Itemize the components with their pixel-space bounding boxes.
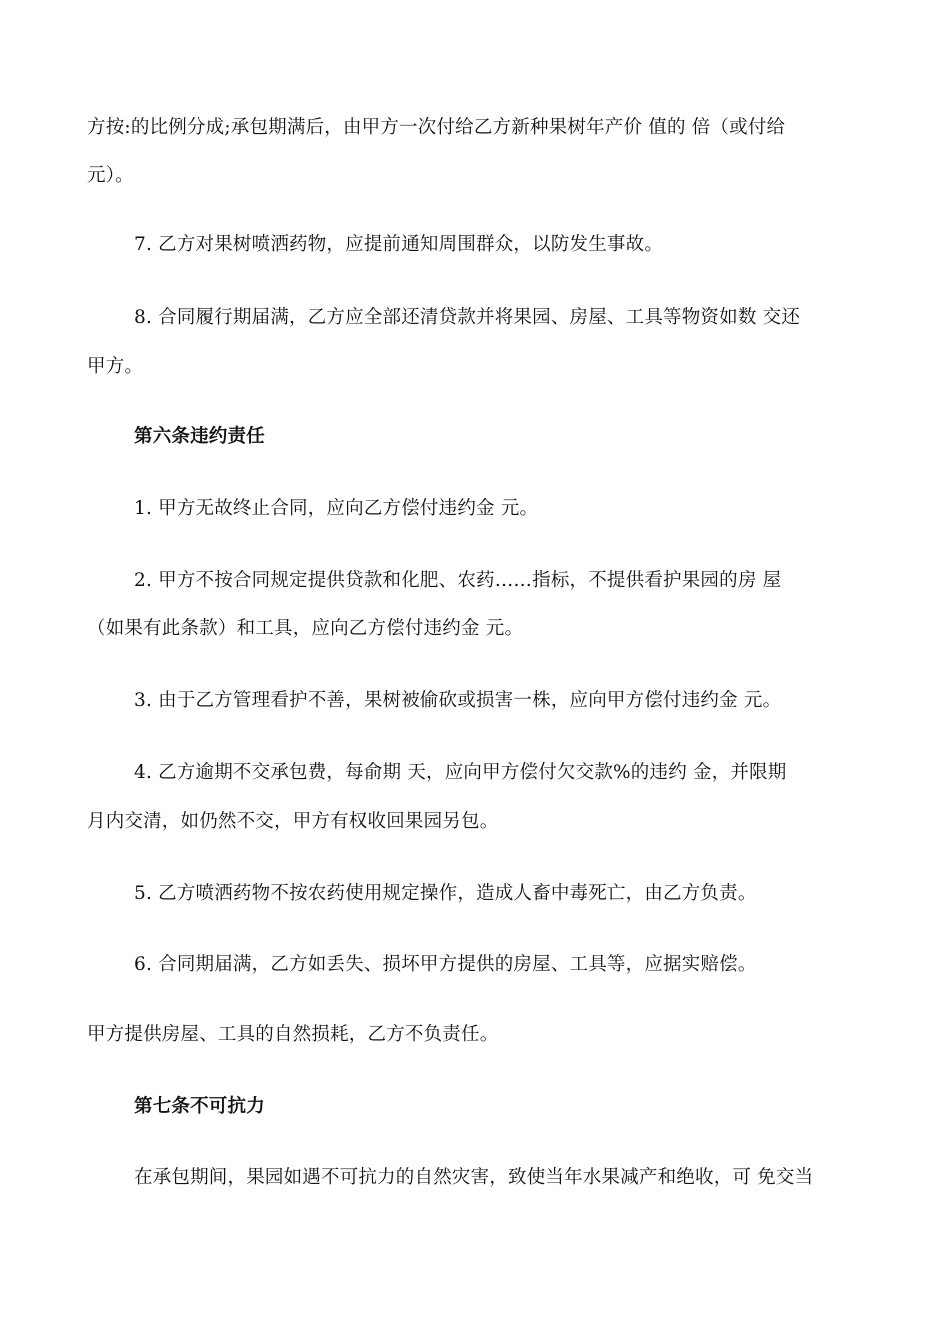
paragraph-line: 方按:的比例分成;承包期满后，由甲方一次付给乙方新种果树年产价 值的 倍（或付给 [87, 117, 786, 138]
clause-6-1: 1. 甲方无故终止合同，应向乙方偿付违约金 元。 [134, 498, 539, 519]
paragraph-line: 月内交清，如仍然不交，甲方有权收回果园另包。 [87, 811, 499, 832]
clause-6-5: 5. 乙方喷洒药物不按农药使用规定操作，造成人畜中毒死亡，由乙方负责。 [134, 883, 757, 904]
clause-6-3: 3. 由于乙方管理看护不善，果树被偷砍或损害一株，应向甲方偿付违约金 元。 [134, 690, 782, 711]
article-7-text: 在承包期间，果园如遇不可抗力的自然灾害，致使当年水果减产和绝收，可 免交当 [134, 1167, 814, 1188]
clause-5-7: 7. 乙方对果树喷洒药物，应提前通知周围群众，以防发生事故。 [134, 234, 664, 255]
clause-6-2: 2. 甲方不按合同规定提供贷款和化肥、农药……指标，不提供看护果园的房 屋 [134, 570, 782, 591]
section-heading-article-6: 第六条违约责任 [134, 426, 265, 447]
clause-5-8: 8. 合同履行期届满，乙方应全部还清贷款并将果园、房屋、工具等物资如数 交还 [134, 307, 801, 328]
section-heading-article-7: 第七条不可抗力 [134, 1096, 265, 1117]
paragraph-line: 甲方提供房屋、工具的自然损耗，乙方不负责任。 [87, 1024, 499, 1045]
paragraph-line: 元）。 [87, 165, 134, 186]
paragraph-line: （如果有此条款）和工具，应向乙方偿付违约金 元。 [87, 618, 524, 639]
clause-6-4: 4. 乙方逾期不交承包费，每俞期 天，应向甲方偿付欠交款%的违约 金，并限期 [134, 762, 787, 783]
paragraph-line: 甲方。 [87, 356, 144, 377]
clause-6-6: 6. 合同期届满，乙方如丢失、损坏甲方提供的房屋、工具等，应据实赔偿。 [134, 954, 757, 975]
